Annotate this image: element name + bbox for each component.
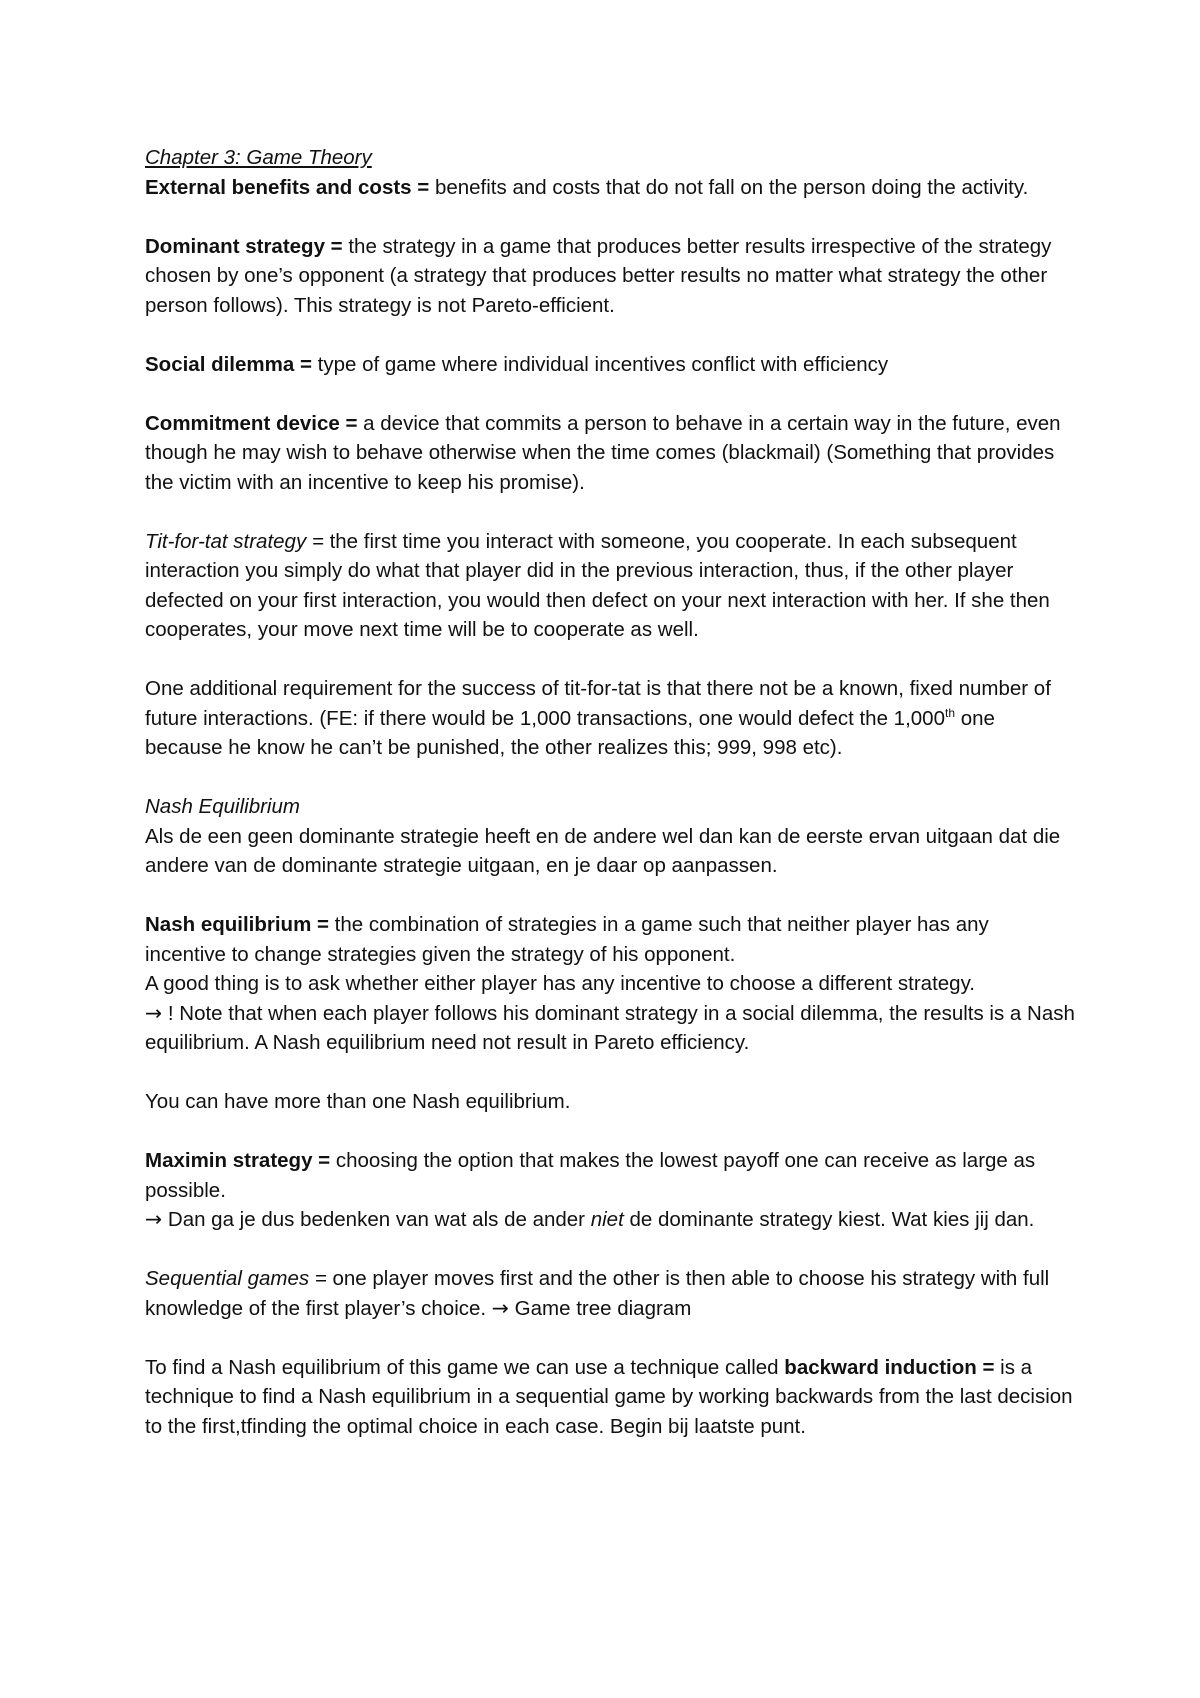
paragraph-more-than-one: You can have more than one Nash equilibrium. <box>145 1090 571 1113</box>
paragraph-commitment-device <box>145 409 1075 498</box>
maximin-dutch-note: → Dan ga je dus bedenken van wat als de ander niet de dominante strategy kiest. Wat kies jij dan. <box>145 1207 1035 1231</box>
definition-dominant-strategy: the strategy in a game that produces better results irrespective of the strategy chosen by one’s opponent (a strategy that produces better results no matter what strategy the other person follows). This strategy is not Pareto-efficient. <box>145 234 1052 317</box>
document-body <box>145 143 1075 1471</box>
term-tit-for-tat: Tit-for-tat strategy = <box>145 529 324 553</box>
definition-commitment-device: a device that commits a person to behave in a certain way in the future, even though he may wish to behave otherwise when the time comes (blackmail) (Something that provides the victim with an incentive to keep his promise). <box>145 411 1061 494</box>
term-backward-induction: backward induction = <box>784 1355 995 1379</box>
chapter-title: Chapter 3: Game Theory <box>145 146 372 169</box>
term-sequential-games: Sequential games = <box>145 1267 327 1290</box>
term-external-benefits: External benefits and costs = <box>145 175 430 199</box>
paragraph-external-benefits <box>145 173 1075 203</box>
nash-good-thing: A good thing is to ask whether either player has any incentive to choose a different strategy. <box>145 972 975 995</box>
paragraph-backward-induction: To find a Nash equilibrium of this game we can use a technique called backward induction = is a technique to find a Nash equilibrium in a sequential game by working backwards from the last decision to the first,tfinding the optimal choice in each case. Begin bij laatste punt. <box>145 1355 1073 1438</box>
paragraph-dominant-strategy <box>145 232 1075 321</box>
definition-backward-induction: is a technique to find a Nash equilibrium in a sequential game by working backwards from the last decision to the first,tfinding the optimal choice in each case. Begin bij laatste punt. <box>145 1355 1073 1438</box>
paragraph-sequential-games: Sequential games = one player moves first and the other is then able to choose his strategy with full knowledge of the first player’s choice. → Game tree diagram <box>145 1267 1050 1320</box>
nash-note: → ! Note that when each player follows his dominant strategy in a social dilemma, the results is a Nash equilibrium. A Nash equilibrium need not result in Pareto efficiency. <box>145 1000 1075 1054</box>
arrow-icon: → <box>145 1000 163 1025</box>
term-dominant-strategy: Dominant strategy = <box>145 234 343 258</box>
paragraph-nash-equilibrium <box>145 910 1075 969</box>
term-maximin-strategy: Maximin strategy = <box>145 1149 331 1172</box>
paragraph-additional-requirement: One additional requirement for the success of tit-for-tat is that there not be a known, fixed number of future interactions. (FE: if there would be 1,000 transactions, one would defect the 1,000th one because he know he can’t be punished, the other realizes this; 999, 998 etc). <box>145 677 1051 759</box>
definition-nash-equilibrium: the combination of strategies in a game such that neither player has any incentive to change strategies given the strategy of his opponent. <box>145 913 989 966</box>
paragraph-social-dilemma <box>145 350 1075 380</box>
paragraph-nash-dutch: Als de een geen dominante strategie heeft en de andere wel dan kan de eerste ervan uitgaan dat die andere van de dominante strategie uitgaan, en je daar op aanpassen. <box>145 824 1061 877</box>
definition-tit-for-tat: the first time you interact with someone, you cooperate. In each subsequent interaction you simply do what that player did in the previous interaction, thus, if the other player defected on your first interaction, you would then defect on your next interaction with her. If she then cooperates, your move next time will be to cooperate as well. <box>145 529 1050 641</box>
term-social-dilemma: Social dilemma = <box>145 352 312 376</box>
arrow-icon: → <box>145 1207 163 1231</box>
definition-maximin-strategy: choosing the option that makes the lowest payoff one can receive as large as possible. <box>145 1149 1036 1202</box>
term-nash-equilibrium: Nash equilibrium = <box>145 913 329 936</box>
paragraph-maximin <box>145 1146 1075 1205</box>
arrow-icon: → <box>491 1295 509 1320</box>
nash-heading: Nash Equilibrium <box>145 795 300 818</box>
definition-external-benefits: benefits and costs that do not fall on the person doing the activity. <box>429 175 1029 199</box>
definition-sequential-games: one player moves first and the other is then able to choose his strategy with full knowledge of the first player’s choice. <box>145 1267 1050 1320</box>
superscript-th: th <box>944 705 955 720</box>
definition-social-dilemma: type of game where individual incentives conflict with efficiency <box>311 352 889 376</box>
paragraph-tit-for-tat <box>145 527 1075 645</box>
term-commitment-device: Commitment device = <box>145 411 358 435</box>
